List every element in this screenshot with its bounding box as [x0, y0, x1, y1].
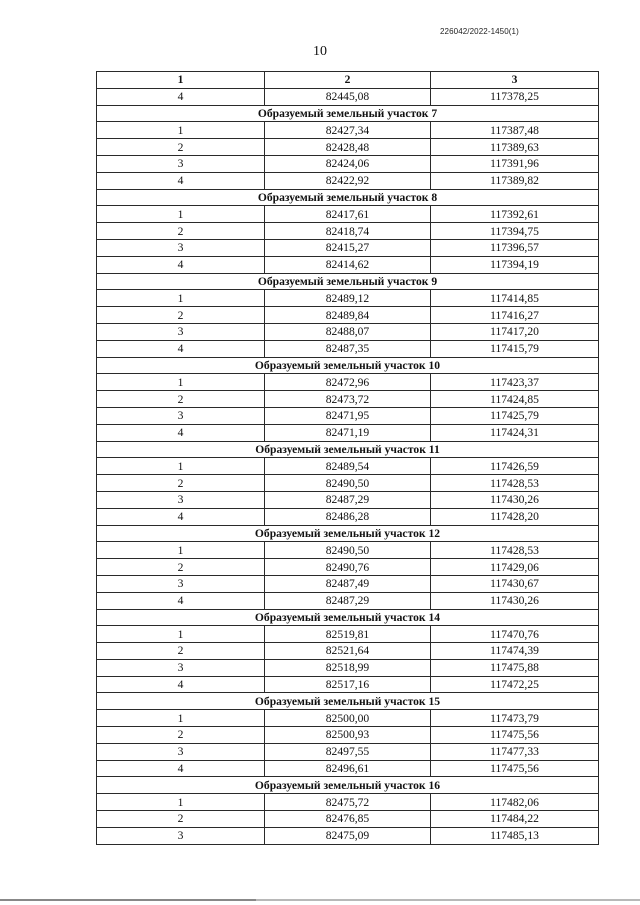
table-row [97, 391, 599, 408]
table-body [97, 88, 599, 844]
x-coordinate-cell: 82424,06 [265, 155, 431, 172]
point-number-cell: 2 [97, 223, 265, 240]
table-row [97, 811, 599, 828]
point-number-cell: 2 [97, 475, 265, 492]
table-row [97, 559, 599, 576]
table-row [97, 88, 599, 105]
parcel-section-title: Образуемый земельный участок 15 [97, 693, 599, 710]
y-coordinate-cell: 117391,96 [431, 155, 599, 172]
x-coordinate-cell: 82417,61 [265, 206, 431, 223]
y-coordinate-cell: 117389,63 [431, 139, 599, 156]
y-coordinate-cell: 117429,06 [431, 559, 599, 576]
y-coordinate-cell: 117378,25 [431, 88, 599, 105]
y-coordinate-cell: 117392,61 [431, 206, 599, 223]
point-number-cell: 4 [97, 172, 265, 189]
point-number-cell: 1 [97, 794, 265, 811]
y-coordinate-cell: 117430,26 [431, 491, 599, 508]
x-coordinate-cell: 82472,96 [265, 374, 431, 391]
parcel-section-row [97, 693, 599, 710]
point-number-cell: 4 [97, 340, 265, 357]
y-coordinate-cell: 117484,22 [431, 811, 599, 828]
parcel-section-row [97, 357, 599, 374]
x-coordinate-cell: 82471,95 [265, 407, 431, 424]
table-row [97, 475, 599, 492]
document-registration-number: 226042/2022-1450(1) [440, 27, 519, 36]
point-number-cell: 4 [97, 424, 265, 441]
page-number: 10 [313, 44, 327, 59]
point-number-cell: 4 [97, 88, 265, 105]
parcel-section-title: Образуемый земельный участок 14 [97, 609, 599, 626]
point-number-cell: 2 [97, 811, 265, 828]
table-row [97, 340, 599, 357]
y-coordinate-cell: 117470,76 [431, 626, 599, 643]
x-coordinate-cell: 82490,50 [265, 475, 431, 492]
table-row [97, 491, 599, 508]
column-header-y: 3 [431, 72, 599, 89]
x-coordinate-cell: 82500,93 [265, 727, 431, 744]
y-coordinate-cell: 117423,37 [431, 374, 599, 391]
point-number-cell: 4 [97, 508, 265, 525]
point-number-cell: 4 [97, 760, 265, 777]
point-number-cell: 1 [97, 710, 265, 727]
y-coordinate-cell: 117394,19 [431, 256, 599, 273]
point-number-cell: 2 [97, 559, 265, 576]
x-coordinate-cell: 82490,76 [265, 559, 431, 576]
table-row [97, 760, 599, 777]
table-row [97, 155, 599, 172]
x-coordinate-cell: 82487,29 [265, 592, 431, 609]
table-row [97, 407, 599, 424]
y-coordinate-cell: 117428,53 [431, 475, 599, 492]
table-row [97, 794, 599, 811]
parcel-section-row [97, 105, 599, 122]
table-row [97, 592, 599, 609]
y-coordinate-cell: 117474,39 [431, 643, 599, 660]
y-coordinate-cell: 117475,88 [431, 659, 599, 676]
table-row [97, 256, 599, 273]
point-number-cell: 4 [97, 676, 265, 693]
parcel-section-row [97, 777, 599, 794]
y-coordinate-cell: 117426,59 [431, 458, 599, 475]
point-number-cell: 1 [97, 290, 265, 307]
parcel-section-title: Образуемый земельный участок 10 [97, 357, 599, 374]
x-coordinate-cell: 82489,12 [265, 290, 431, 307]
table-row [97, 643, 599, 660]
y-coordinate-cell: 117473,79 [431, 710, 599, 727]
table-row [97, 223, 599, 240]
table-row [97, 542, 599, 559]
y-coordinate-cell: 117394,75 [431, 223, 599, 240]
point-number-cell: 3 [97, 659, 265, 676]
y-coordinate-cell: 117415,79 [431, 340, 599, 357]
table-row [97, 508, 599, 525]
point-number-cell: 2 [97, 307, 265, 324]
x-coordinate-cell: 82475,72 [265, 794, 431, 811]
table-row [97, 575, 599, 592]
x-coordinate-cell: 82487,49 [265, 575, 431, 592]
point-number-cell: 3 [97, 827, 265, 844]
table-header [97, 72, 599, 89]
scan-edge-line [0, 899, 640, 901]
parcel-section-row [97, 525, 599, 542]
x-coordinate-cell: 82427,34 [265, 122, 431, 139]
point-number-cell: 3 [97, 239, 265, 256]
coordinates-table [96, 71, 599, 845]
x-coordinate-cell: 82489,84 [265, 307, 431, 324]
point-number-cell: 1 [97, 458, 265, 475]
x-coordinate-cell: 82487,29 [265, 491, 431, 508]
y-coordinate-cell: 117482,06 [431, 794, 599, 811]
y-coordinate-cell: 117417,20 [431, 323, 599, 340]
parcel-section-title: Образуемый земельный участок 12 [97, 525, 599, 542]
y-coordinate-cell: 117485,13 [431, 827, 599, 844]
table-row [97, 710, 599, 727]
x-coordinate-cell: 82418,74 [265, 223, 431, 240]
point-number-cell: 2 [97, 391, 265, 408]
x-coordinate-cell: 82445,08 [265, 88, 431, 105]
y-coordinate-cell: 117428,53 [431, 542, 599, 559]
x-coordinate-cell: 82497,55 [265, 743, 431, 760]
y-coordinate-cell: 117430,26 [431, 592, 599, 609]
y-coordinate-cell: 117424,85 [431, 391, 599, 408]
y-coordinate-cell: 117428,20 [431, 508, 599, 525]
y-coordinate-cell: 117475,56 [431, 760, 599, 777]
table-row [97, 323, 599, 340]
table-row [97, 374, 599, 391]
point-number-cell: 1 [97, 206, 265, 223]
y-coordinate-cell: 117396,57 [431, 239, 599, 256]
table-row [97, 139, 599, 156]
table-row [97, 626, 599, 643]
table-row [97, 206, 599, 223]
table-row [97, 290, 599, 307]
column-header-x: 2 [265, 72, 431, 89]
y-coordinate-cell: 117387,48 [431, 122, 599, 139]
parcel-section-row [97, 441, 599, 458]
y-coordinate-cell: 117389,82 [431, 172, 599, 189]
table-row [97, 743, 599, 760]
parcel-section-row [97, 189, 599, 206]
y-coordinate-cell: 117414,85 [431, 290, 599, 307]
point-number-cell: 3 [97, 743, 265, 760]
x-coordinate-cell: 82517,16 [265, 676, 431, 693]
x-coordinate-cell: 82471,19 [265, 424, 431, 441]
point-number-cell: 1 [97, 374, 265, 391]
point-number-cell: 1 [97, 122, 265, 139]
x-coordinate-cell: 82496,61 [265, 760, 431, 777]
table-row [97, 827, 599, 844]
header-row [97, 72, 599, 89]
x-coordinate-cell: 82488,07 [265, 323, 431, 340]
point-number-cell: 3 [97, 575, 265, 592]
parcel-section-title: Образуемый земельный участок 8 [97, 189, 599, 206]
x-coordinate-cell: 82428,48 [265, 139, 431, 156]
parcel-section-title: Образуемый земельный участок 11 [97, 441, 599, 458]
y-coordinate-cell: 117475,56 [431, 727, 599, 744]
x-coordinate-cell: 82518,99 [265, 659, 431, 676]
table-row [97, 458, 599, 475]
table-row [97, 727, 599, 744]
x-coordinate-cell: 82521,64 [265, 643, 431, 660]
point-number-cell: 2 [97, 643, 265, 660]
x-coordinate-cell: 82414,62 [265, 256, 431, 273]
y-coordinate-cell: 117472,25 [431, 676, 599, 693]
parcel-section-row [97, 273, 599, 290]
parcel-section-title: Образуемый земельный участок 16 [97, 777, 599, 794]
x-coordinate-cell: 82486,28 [265, 508, 431, 525]
point-number-cell: 2 [97, 727, 265, 744]
x-coordinate-cell: 82422,92 [265, 172, 431, 189]
column-header-point-number: 1 [97, 72, 265, 89]
y-coordinate-cell: 117430,67 [431, 575, 599, 592]
x-coordinate-cell: 82490,50 [265, 542, 431, 559]
parcel-section-title: Образуемый земельный участок 9 [97, 273, 599, 290]
x-coordinate-cell: 82500,00 [265, 710, 431, 727]
point-number-cell: 4 [97, 256, 265, 273]
point-number-cell: 4 [97, 592, 265, 609]
point-number-cell: 3 [97, 155, 265, 172]
x-coordinate-cell: 82489,54 [265, 458, 431, 475]
point-number-cell: 2 [97, 139, 265, 156]
table-row [97, 122, 599, 139]
table-row [97, 239, 599, 256]
y-coordinate-cell: 117477,33 [431, 743, 599, 760]
point-number-cell: 3 [97, 323, 265, 340]
x-coordinate-cell: 82519,81 [265, 626, 431, 643]
table-row [97, 424, 599, 441]
point-number-cell: 3 [97, 491, 265, 508]
point-number-cell: 3 [97, 407, 265, 424]
table-row [97, 307, 599, 324]
y-coordinate-cell: 117425,79 [431, 407, 599, 424]
table-row [97, 676, 599, 693]
point-number-cell: 1 [97, 626, 265, 643]
x-coordinate-cell: 82473,72 [265, 391, 431, 408]
x-coordinate-cell: 82476,85 [265, 811, 431, 828]
x-coordinate-cell: 82475,09 [265, 827, 431, 844]
x-coordinate-cell: 82415,27 [265, 239, 431, 256]
parcel-section-title: Образуемый земельный участок 7 [97, 105, 599, 122]
y-coordinate-cell: 117424,31 [431, 424, 599, 441]
table-row [97, 659, 599, 676]
point-number-cell: 1 [97, 542, 265, 559]
parcel-section-row [97, 609, 599, 626]
x-coordinate-cell: 82487,35 [265, 340, 431, 357]
y-coordinate-cell: 117416,27 [431, 307, 599, 324]
table-row [97, 172, 599, 189]
